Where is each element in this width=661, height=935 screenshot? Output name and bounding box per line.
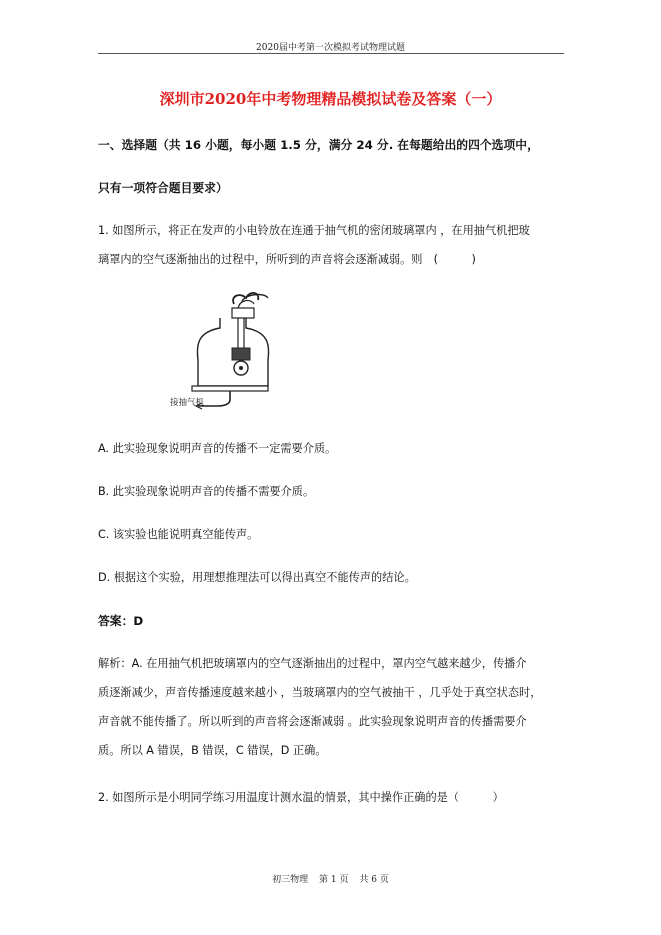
question-1-stem-line1: 1. 如图所示，将正在发声的小电铃放在连通于抽气机的密闭玻璃罩内 ，在用抽气机把玻 [98, 224, 530, 237]
option-c: C. 该实验也能说明真空能传声。 [98, 528, 259, 541]
option-a: A. 此实验现象说明声音的传播不一定需要介质。 [98, 442, 337, 455]
section-heading-line2: 只有一项符合题目要求） [98, 181, 228, 195]
header-rule [98, 53, 564, 54]
analysis-line4: 质。所以 A 错误，B 错误，C 错误，D 正确。 [98, 744, 327, 757]
bell-jar-figure [168, 282, 278, 412]
footer-subject: 初三物理 [272, 875, 309, 885]
analysis-line2: 质逐渐减少，声音传播速度越来越小 ，当玻璃罩内的空气被抽干 ，几乎处于真空状态时， [98, 686, 542, 699]
figure-pump-label: 接抽气机 [170, 398, 205, 408]
bell-jar-illustration [168, 282, 278, 412]
page-header: 2020届中考第一次模拟考试物理试题 [256, 43, 405, 53]
option-b: B. 此实验现象说明声音的传播不需要介质。 [98, 485, 315, 498]
page-footer [0, 872, 661, 885]
question-1-stem-line2: 璃罩内的空气逐渐抽出的过程中，所听到的声音将会逐渐减弱。则 ( ) [98, 253, 476, 266]
analysis-line1: 解析：A. 在用抽气机把玻璃罩内的空气逐渐抽出的过程中，罩内空气越来越少，传播介 [98, 657, 527, 670]
footer-page-number: 第 1 页 [319, 875, 349, 885]
section-heading-line1: 一、选择题（共 16 小题，每小题 1.5 分，满分 24 分. 在每题给出的四个选项中， [98, 138, 539, 152]
option-d: D. 根据这个实验，用理想推理法可以得出真空不能传声的结论。 [98, 571, 416, 584]
analysis-line3: 声音就不能传播了。所以听到的声音将会逐渐减弱 。此实验现象说明声音的传播需要介 [98, 715, 527, 728]
document-title: 深圳市2020年中考物理精品模拟试卷及答案（一） [159, 90, 502, 108]
question-2-stem: 2. 如图所示是小明同学练习用温度计测水温的情景，其中操作正确的是（ ） [98, 791, 504, 804]
footer-total-pages: 共 6 页 [359, 875, 389, 885]
answer-line: 答案：D [98, 614, 144, 628]
